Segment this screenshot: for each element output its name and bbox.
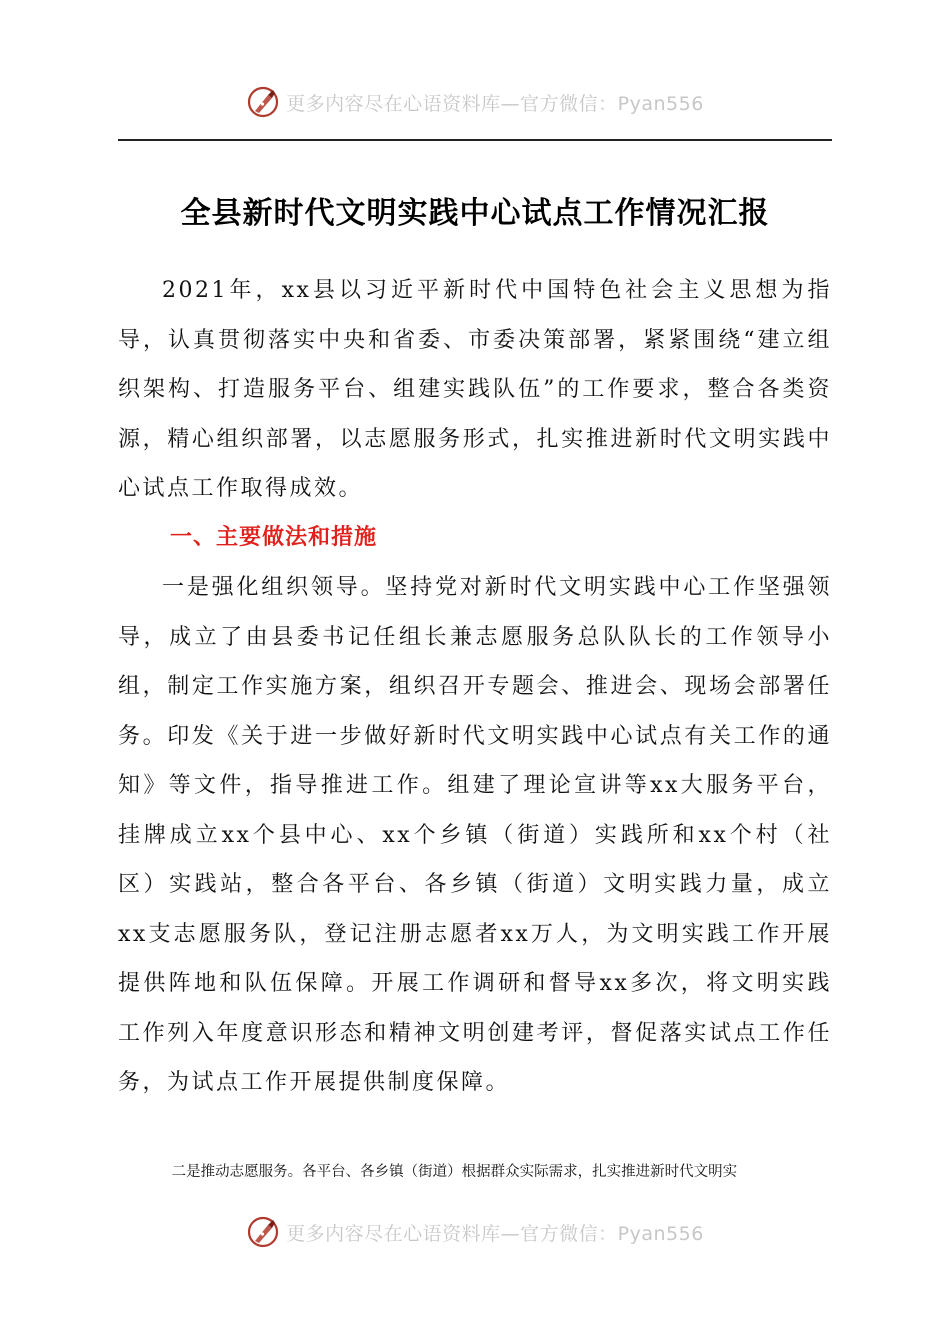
section-heading: 一、主要做法和措施 <box>170 525 378 550</box>
intro-paragraph: 2021年，xx县以习近平新时代中国特色社会主义思想为指导，认真贯彻落实中央和省委、市委决策部署，紧紧围绕“建立组织架构、打造服务平台、组建实践队伍”的工作要求，整合各类资源，精心组织部署，以志愿服务形式，扎实推进新时代文明实践中心试点工作取得成效。 <box>118 278 832 501</box>
watermark-banner-top <box>0 82 950 122</box>
body-paragraph-1: 一是强化组织领导。坚持党对新时代文明实践中心工作坚强领导，成立了由县委书记任组长兼志愿服务总队队长的工作领导小组，制定工作实施方案，组织召开专题会、推进会、现场会部署任务。印发《关于进一步做好新时代文明实践中心试点有关工作的通知》等文件，指导推进工作。组建了理论宣讲等xx大服务平台，挂牌成立xx个县中心、xx个乡镇（街道）实践所和xx个村（社区）实践站，整合各平台、各乡镇（街道）文明实践力量，成立xx支志愿服务队，登记注册志愿者xx万人，为文明实践工作开展提供阵地和队伍保障。开展工作调研和督导xx多次，将文明实践工作列入年度意识形态和精神文明创建考评，督促落实试点工作任务，为试点工作开展提供制度保障。 <box>118 575 832 1095</box>
watermark-text: 更多内容尽在心语资料库—官方微信：Pyan556 <box>286 92 704 115</box>
watermark-text: 更多内容尽在心语资料库—官方微信：Pyan556 <box>286 1222 704 1245</box>
body-paragraph-2-fragment: 二是推动志愿服务。各平台、各乡镇（街道）根据群众实际需求，扎实推进新时代文明实 <box>171 1164 738 1180</box>
watermark-banner-bottom <box>0 1212 950 1252</box>
pen-nib-in-circle-icon <box>246 85 280 119</box>
pen-nib-in-circle-icon <box>246 1215 280 1249</box>
document-title: 全县新时代文明实践中心试点工作情况汇报 <box>180 196 770 231</box>
header-divider <box>118 139 832 141</box>
